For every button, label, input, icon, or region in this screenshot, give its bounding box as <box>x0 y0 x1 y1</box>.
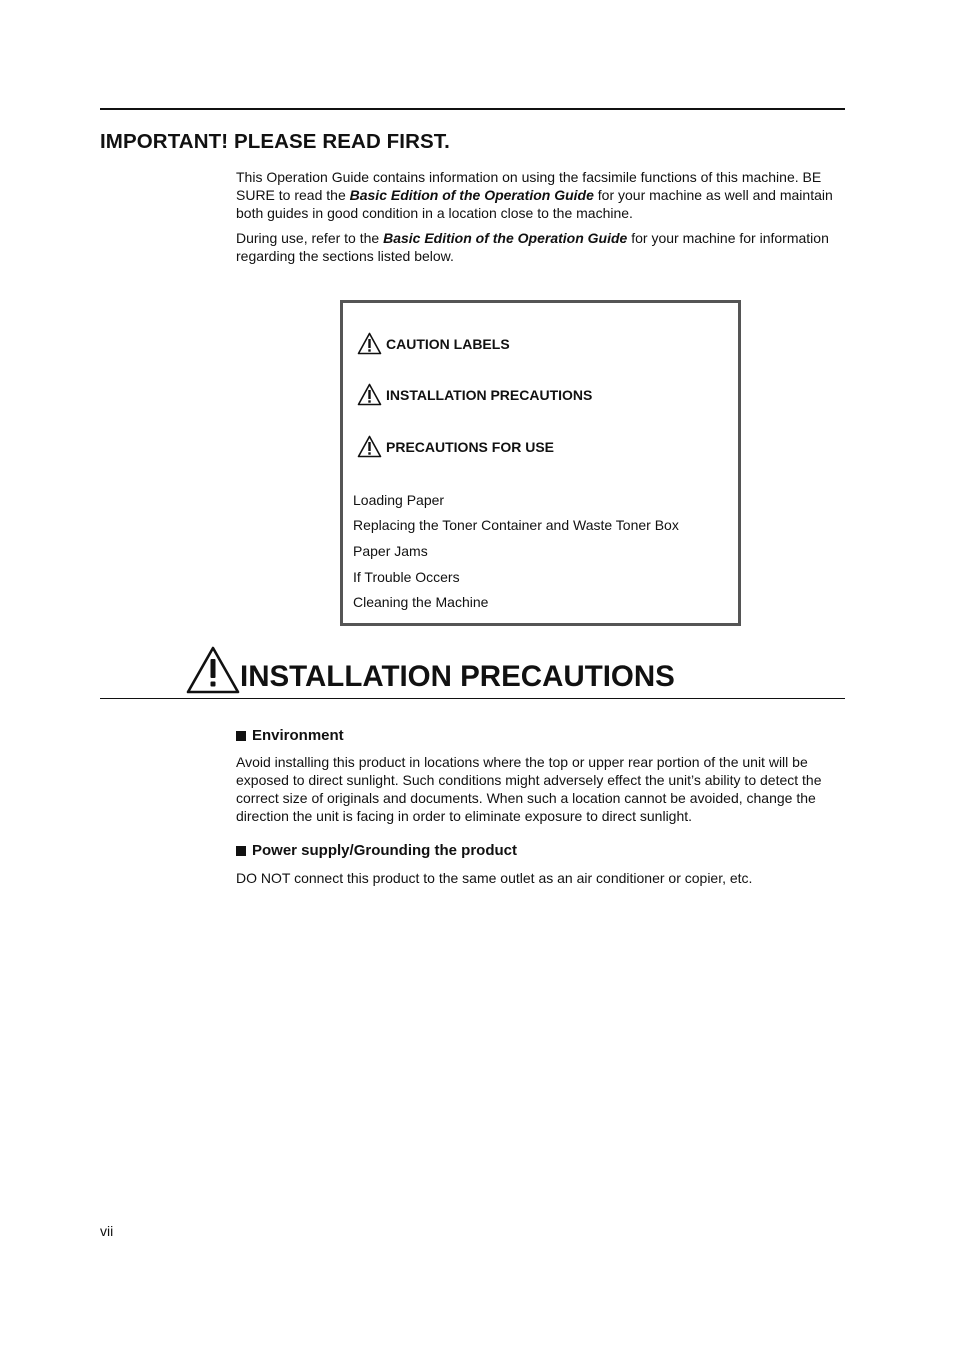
list-item-cleaning: Cleaning the Machine <box>353 594 489 610</box>
warning-item-label: CAUTION LABELS <box>386 335 510 352</box>
warning-triangle-icon <box>357 332 382 355</box>
square-bullet-icon <box>236 846 246 856</box>
list-item-paper-jams: Paper Jams <box>353 543 428 559</box>
power-heading <box>236 842 517 859</box>
intro-paragraph-1 <box>236 168 848 222</box>
intro-p1-part-a: This Operation Guide contains information on using the facsimile functions of this machine. BE SURE to read the <box>236 169 822 203</box>
warning-item-caution-labels <box>357 332 510 355</box>
warning-triangle-icon <box>357 383 382 406</box>
intro-paragraph-2 <box>236 229 848 265</box>
intro-p2-emphasis: Basic Edition of the Operation Guide <box>383 230 628 246</box>
intro-p1-part-b: for your machine as well and maintain both guides in good condition in a location close to the machine. <box>236 187 833 221</box>
section-rule <box>100 698 845 699</box>
warning-triangle-icon <box>186 646 240 694</box>
power-paragraph: DO NOT connect this product to the same outlet as an air conditioner or copier, etc. <box>236 870 753 886</box>
page-number: vii <box>100 1223 114 1239</box>
top-rule <box>100 108 845 110</box>
warning-item-installation-precautions <box>357 383 592 406</box>
environment-paragraph: Avoid installing this product in locations where the top or upper rear portion of the unit will be exposed to direct sunlight. Such conditions might adversely effect the unit’s ability to detect the correct size of originals and documents. When such a location cannot be avoided, change the direction the unit is facing in order to eliminate exposure to direct sunlight. <box>236 754 822 824</box>
list-item-if-trouble: If Trouble Occers <box>353 569 460 585</box>
list-item-replacing-toner: Replacing the Toner Container and Waste Toner Box <box>353 517 679 533</box>
environment-heading <box>236 727 344 744</box>
intro-p1-emphasis: Basic Edition of the Operation Guide <box>349 187 594 203</box>
warning-triangle-icon <box>357 435 382 458</box>
important-heading: IMPORTANT! PLEASE READ FIRST. <box>100 130 450 153</box>
intro-text <box>236 168 848 272</box>
intro-p2-part-a: During use, refer to the <box>236 230 384 246</box>
section-title: INSTALLATION PRECAUTIONS <box>240 660 675 693</box>
environment-heading-label: Environment <box>252 727 344 744</box>
power-heading-label: Power supply/Grounding the product <box>252 842 517 859</box>
intro-p2-part-b: for your machine for information regarding the sections listed below. <box>236 230 829 264</box>
list-item-loading-paper: Loading Paper <box>353 492 445 508</box>
square-bullet-icon <box>236 731 246 741</box>
reference-box <box>340 300 741 626</box>
section-heading <box>186 646 675 694</box>
warning-item-precautions-for-use <box>357 435 554 458</box>
warning-item-label: PRECAUTIONS FOR USE <box>386 438 555 455</box>
warning-item-label: INSTALLATION PRECAUTIONS <box>386 386 593 403</box>
